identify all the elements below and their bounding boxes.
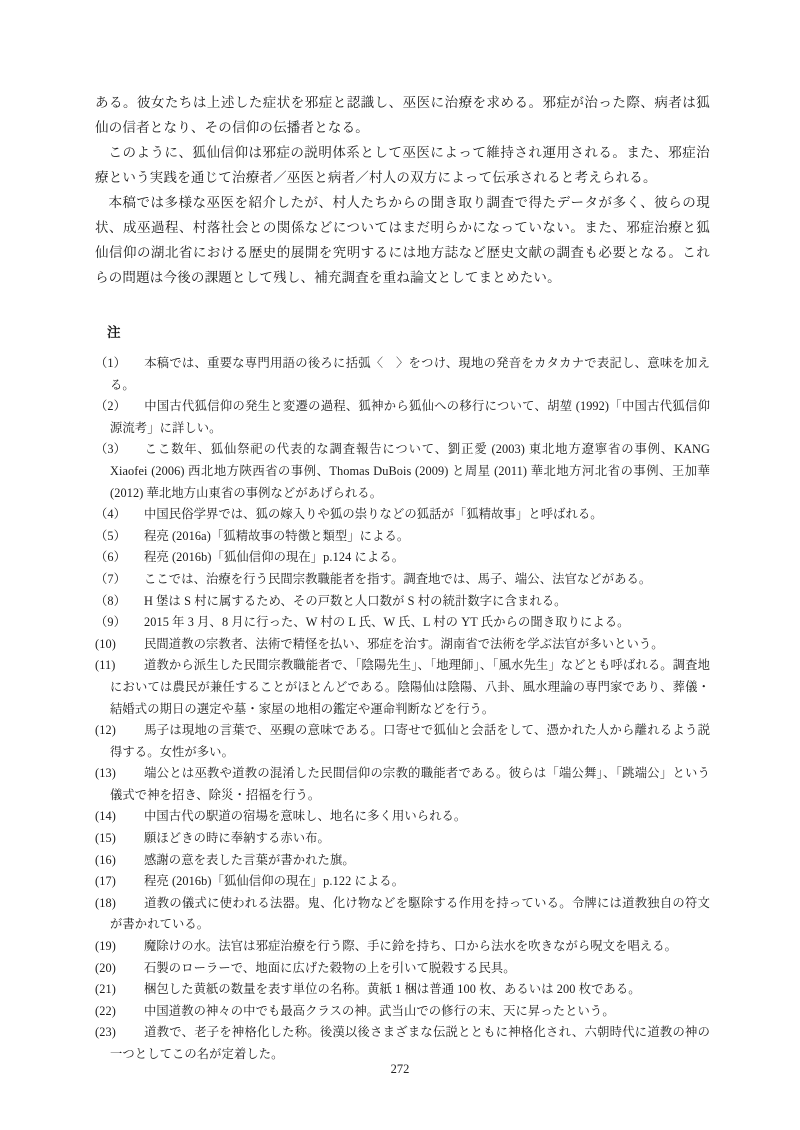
note-item [95, 893, 710, 936]
note-item [95, 958, 710, 980]
note-text: 民間道教の宗教者、法術で精怪を払い、邪症を治す。湖南省で法術を学ぶ法官が多いという。 [144, 636, 664, 651]
note-item [95, 634, 710, 656]
paragraph: このように、狐仙信仰は邪症の説明体系として巫医によって維持され運用される。また、邪症治療という実践を通じて治療者／巫医と病者／村人の双方によって伝承されると考えられる。 [95, 145, 710, 185]
notes-section [95, 322, 710, 1066]
note-number: （5） [95, 528, 127, 543]
note-item [95, 828, 710, 850]
note-text: 道教から派生した民間宗教職能者で、「陰陽先生」、「地理師」、「風水先生」などとも呼ばれる。調査地においては農民が兼任することがほとんどである。陰陽仙は陰陽、八卦、風水理論の専門家であり、葬儀・結婚式の期日の選定や墓・家屋の地相の鑑定や運命判断などを行う。 [110, 658, 710, 716]
note-item [95, 612, 710, 634]
note-text: 道教の儀式に使われる法器。鬼、化け物などを駆除する作用を持っている。令牌には道教独自の符文が書かれている。 [110, 895, 710, 932]
note-item [95, 1001, 710, 1023]
note-number: （4） [95, 507, 127, 522]
note-number: (19) [95, 939, 116, 954]
note-item [95, 655, 710, 720]
note-text: 石製のローラーで、地面に広げた穀物の上を引いて脱穀する民具。 [144, 960, 516, 975]
note-text: ここでは、治療を行う民間宗教職能者を指す。調査地では、馬子、端公、法官などがある。 [144, 571, 652, 586]
note-text: 中国古代の駅道の宿場を意味し、地名に多く用いられる。 [144, 809, 467, 824]
note-item [95, 526, 710, 548]
note-number: (16) [95, 852, 116, 867]
note-text: 道教で、老子を神格化した称。後漢以後さまざまな伝説とともに神格化され、六朝時代に道教の神の一つとしてこの名が定着した。 [110, 1025, 710, 1061]
note-item [95, 871, 710, 893]
note-number: （6） [95, 550, 127, 565]
page-number: 272 [390, 1062, 410, 1076]
note-number: (20) [95, 960, 116, 975]
note-text: 程亮 (2016a)「狐精故事の特徴と類型」による。 [144, 528, 410, 543]
paragraph: 本稿では多様な巫医を紹介したが、村人たちからの聞き取り調査で得たデータが多く、彼らの現状、成巫過程、村落社会との関係などについてはまだ明らかになっていない。また、邪症治療と狐仙信仰の湖北省における歴史的展開を究明するには地方誌など歴史文献の調査も必要となる。これらの問題は今後の課題として残し、補充調査を重ね論文としてまとめたい。 [95, 195, 710, 285]
note-item [95, 850, 710, 872]
note-item [95, 720, 710, 763]
note-text: 程亮 (2016b)「狐仙信仰の現在」p.124 による。 [144, 550, 405, 565]
note-text: 中国民俗学界では、狐の嫁入りや狐の祟りなどの狐話が「狐精故事」と呼ばれる。 [144, 507, 603, 522]
note-text: 願ほどきの時に奉納する赤い布。 [144, 831, 330, 846]
note-item [95, 353, 710, 396]
page-footer [0, 1060, 800, 1078]
note-text: 中国古代狐信仰の発生と変遷の過程、狐神から狐仙への移行について、胡堃 (1992)「中国古代狐信仰源流考」に詳しい。 [110, 399, 710, 435]
note-text: 感謝の意を表した言葉が書かれた旗。 [144, 852, 355, 867]
note-item [95, 591, 710, 613]
note-item [95, 763, 710, 806]
note-text: 本稿では、重要な専門用語の後ろに括弧〈 〉をつけ、現地の発音をカタカナで表記し、意味を加える。 [110, 356, 710, 392]
note-item [95, 936, 710, 958]
paragraph-continuation: ある。彼女たちは上述した症状を邪症と認識し、巫医に治療を求める。邪症が治った際、病者は狐仙の信者となり、その信仰の伝播者となる。 [95, 95, 710, 135]
note-number: (17) [95, 874, 116, 889]
note-number: (21) [95, 982, 116, 997]
note-number: (12) [95, 723, 116, 738]
note-item [95, 504, 710, 526]
note-text: 中国道教の神々の中でも最高クラスの神。武当山での修行の末、天に昇ったという。 [144, 1003, 615, 1018]
note-text: 梱包した黄紙の数量を表す単位の名称。黄紙 1 梱は普通 100 枚、あるいは 200 枚である。 [144, 982, 641, 997]
note-number: (18) [95, 895, 116, 910]
note-item [95, 396, 710, 439]
note-text: 馬子は現地の言葉で、巫覡の意味である。口寄せで狐仙と会話をして、憑かれた人から離れるよう説得する。女性が多い。 [110, 723, 710, 759]
note-number: （2） [95, 399, 127, 414]
note-number: (11) [95, 658, 116, 673]
note-text: 端公とは巫教や道教の混淆した民間信仰の宗教的職能者である。彼らは「端公舞」、「跳端公」という儀式で神を招き、除災・招福を行う。 [110, 766, 710, 802]
note-number: (15) [95, 831, 116, 846]
body-paragraphs [95, 90, 710, 290]
note-item [95, 569, 710, 591]
note-number: （1） [95, 356, 127, 370]
note-number: (23) [95, 1025, 116, 1040]
note-number: (22) [95, 1003, 116, 1018]
note-number: (10) [95, 636, 116, 651]
notes-heading: 注 [107, 325, 121, 340]
note-text: H 堡は S 村に属するため、その戸数と人口数が S 村の統計数字に含まれる。 [144, 593, 567, 608]
note-item [95, 547, 710, 569]
note-text: 魔除けの水。法官は邪症治療を行う際、手に鈴を持ち、口から法水を吹きながら呪文を唱える。 [144, 939, 678, 954]
note-number: （3） [95, 442, 127, 457]
note-number: （9） [95, 615, 127, 630]
note-item [95, 439, 710, 504]
note-number: (14) [95, 809, 116, 824]
note-text: ここ数年、狐仙祭祀の代表的な調査報告について、劉正愛 (2003) 東北地方遼寧省の事例、KANG Xiaofei (2006) 西北地方陝西省の事例、Thomas DuBois (2009) と周星 (2011) 華北地方河北省の事例、王加華 (2012) 華北地方山東省の事例などがあげられる。 [110, 442, 710, 500]
note-number: (13) [95, 766, 116, 781]
notes-list [95, 353, 710, 1066]
note-item [95, 806, 710, 828]
note-number: （7） [95, 571, 127, 586]
note-number: （8） [95, 593, 127, 608]
note-item [95, 979, 710, 1001]
note-text: 2015 年 3 月、8 月に行った、W 村の L 氏、W 氏、L 村の YT 氏からの聞き取りによる。 [144, 615, 630, 630]
note-text: 程亮 (2016b)「狐仙信仰の現在」p.122 による。 [144, 874, 405, 889]
